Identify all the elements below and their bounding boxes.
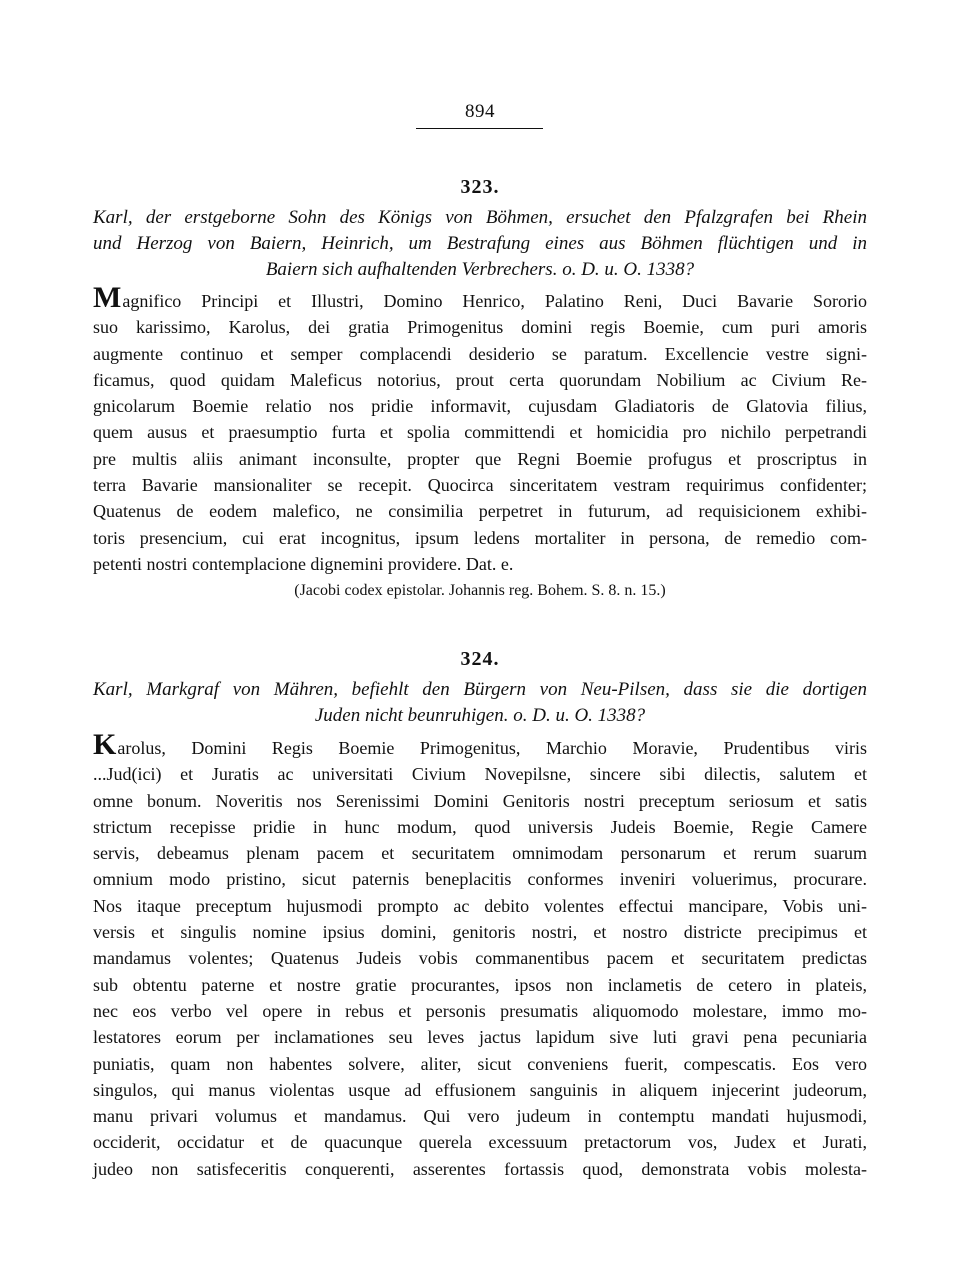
- first-line-text: arolus, Domini Regis Boemie Primogenitus, Marchio Moravie, Prudentibus viris: [117, 738, 867, 758]
- text-line: [93, 728, 867, 761]
- document-text-324: [93, 728, 867, 1182]
- text-line: pre multis aliis animant inconsulte, propter que Regni Boemie profugus et proscriptus in: [93, 448, 867, 469]
- text-line: strictum recepisse pridie in hunc modum, quod universis Judeis Boemie, Regie Camere: [93, 816, 867, 837]
- regest-line: und Herzog von Baiern, Heinrich, um Bestrafung eines aus Böhmen flüchtigen und in: [93, 233, 867, 254]
- initial-letter: K: [93, 728, 117, 761]
- text-line: ...Jud(ici) et Juratis ac universitati Civium Novepilsne, sincere sibi dilectis, salutem et: [93, 764, 867, 785]
- initial-letter: M: [93, 281, 122, 314]
- regest-line: Karl, Markgraf von Mähren, befiehlt den Bürgern von Neu-Pilsen, dass sie die dortigen: [93, 679, 867, 700]
- regest-324: [93, 677, 867, 729]
- text-line: omne bonum. Noveritis nos Serenissimi Domini Genitoris nostri preceptum seriosum et satis: [93, 790, 867, 811]
- text-line: omnium modo pristino, sicut paternis beneplacitis conformes inveniri voluerimus, procurare.: [93, 869, 867, 890]
- text-line: nec eos verbo vel opere in rebus et personis presumatis aliquomodo molestare, immo mo-: [93, 1000, 867, 1021]
- text-line: petenti nostri contemplacione dignemini providere. Dat. e.: [93, 553, 514, 574]
- first-line-text: agnifico Principi et Illustri, Domino Henrico, Palatino Reni, Duci Bavarie Sororio: [122, 291, 867, 311]
- regest-line: Juden nicht beunruhigen. o. D. u. O. 1338?: [314, 705, 646, 726]
- text-line: singulos, qui manus violentas usque ad effusionem sanguinis in aliquem injecerint judeorum,: [93, 1079, 867, 1100]
- page-number: 894: [465, 101, 495, 122]
- text-line: toris presencium, cui erat incognitus, ipsum ledens mortaliter in persona, de remedio com-: [93, 527, 867, 548]
- text-line: versis et singulis nomine ipsius domini, genitoris nostri, et nostro districte precipimus et: [93, 922, 867, 943]
- text-line: augmente continuo et semper complacendi desiderio se paratum. Excellencie vestre signi-: [93, 343, 867, 364]
- text-line: ficamus, quod quidam Maleficus notorius, prout certa quorundam Nobilium ac Civium Re-: [93, 369, 867, 390]
- regest-line: Karl, der erstgeborne Sohn des Königs von Böhmen, ersuchet den Pfalzgrafen bei Rhein: [93, 207, 867, 228]
- regest-line: Baiern sich aufhaltenden Verbrechers. o. D. u. O. 1338?: [265, 259, 695, 280]
- text-line: quem ausus et praesumptio furta et spolia committendi et homicidia pro nichilo perpetrandi: [93, 422, 867, 443]
- text-line: terra Bavarie mansionaliter se recepit. Quocirca sinceritatem vestram requirimus confidenter;: [93, 475, 867, 496]
- document-number-323: 323.: [460, 176, 500, 198]
- text-line: gnicolarum Boemie relatio nos pridie informavit, cujusdam Gladiatoris de Glatovia filius,: [93, 396, 867, 417]
- source-citation: (Jacobi codex epistolar. Johannis reg. Bohem. S. 8. n. 15.): [294, 582, 666, 599]
- text-line: puniatis, quam non habentes solvere, aliter, sicut conveniens fuerit, compescatis. Eos vero: [93, 1053, 867, 1074]
- text-line: judeo non satisfeceritis conquerenti, asserentes fortassis quod, demonstrata vobis molesta-: [93, 1158, 867, 1179]
- text-line: Quatenus de eodem malefico, ne consimilia perpetret in futurum, ad requisicionem exhibi-: [93, 501, 867, 522]
- text-line: occiderit, occidatur et de quacunque querela excessuum pretactorum vos, Judex et Jurati,: [93, 1132, 867, 1153]
- document-number-324: 324.: [460, 648, 500, 670]
- document-text-323: [93, 281, 867, 577]
- text-line: [93, 281, 867, 314]
- text-line: manu privari volumus et mandamus. Qui vero judeum in contemptu mandati hujusmodi,: [93, 1106, 867, 1127]
- text-line: servis, debeamus plenam pacem et securitatem omnimodam personarum et rerum suarum: [93, 843, 867, 864]
- text-line: suo karissimo, Karolus, dei gratia Primogenitus domini regis Boemie, cum puri amoris: [93, 317, 867, 338]
- text-line: lestatores eorum per inclamationes seu leves jactus lapidum sive luti gravi pena pecuniaria: [93, 1027, 867, 1048]
- text-line: Nos itaque preceptum hujusmodi prompto ac debito volentes effectui mancipare, Vobis uni-: [93, 895, 867, 916]
- regest-323: [93, 205, 867, 283]
- text-line: mandamus volentes; Quatenus Judeis vobis commanentibus pacem et securitatem predictas: [93, 948, 867, 969]
- page-number-rule: [416, 128, 543, 129]
- text-line: sub obtentu paterne et nostre gratie procurantes, ipsos non inclametis de cetero in plateis,: [93, 974, 867, 995]
